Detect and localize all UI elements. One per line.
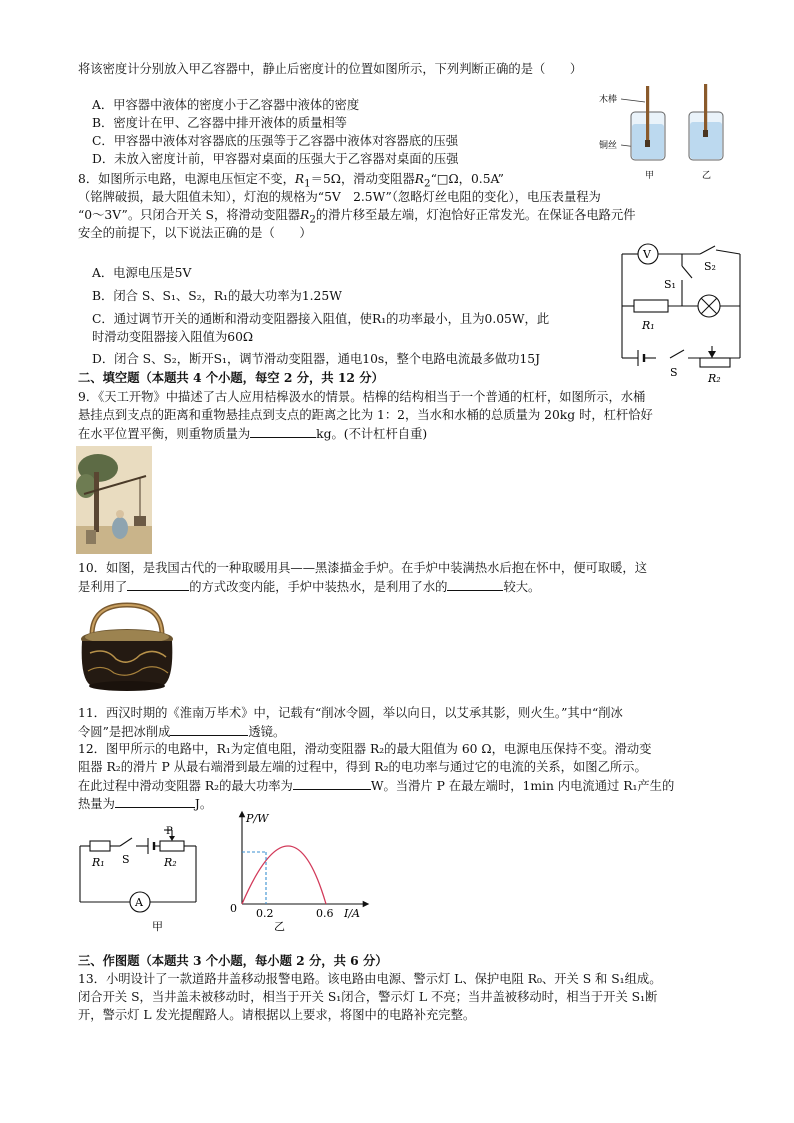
q7-option-c: C．甲容器中液体对容器底的压强等于乙容器中液体对容器底的压强 — [92, 134, 459, 148]
q8-line-2: （铭牌破损，最大阻值未知），灯泡的规格为“5V 2.5W”（忽略灯丝电阻的变化），电压表量程为 — [78, 190, 601, 204]
fig-label-yi: 乙 — [702, 171, 712, 181]
q8-fig-s: S — [670, 366, 678, 379]
density-meter-jia — [646, 86, 649, 146]
q12-line-2: 阻器 R₂的滑片 P 从最右端滑到最左端的过程中，得到 R₂的电功率与通过它的电流的关系，如图乙所示。 — [78, 760, 647, 774]
q8-circuit-diagram — [612, 236, 752, 386]
q12-line-4: 热量为 J。 — [78, 794, 212, 813]
q7-option-d: D．未放入密度计前，甲容器对桌面的压强大于乙容器对桌面的压强 — [92, 152, 459, 166]
q8-line-3: “0～3V”。只闭合开关 S，将滑动变阻器$R_2$的滑片移至最左端，灯泡恰好正常发光。在保证各电路元件 — [78, 208, 636, 226]
q9-line-2: 悬挂点到支点的距离和重物悬挂点到支点的距离之比为 1：2，当水和水桶的总质量为 20kg 时，杠杆恰好 — [78, 408, 653, 422]
q8-fig-v: V — [643, 248, 651, 261]
q12-fig-yi: 乙 — [274, 920, 285, 933]
q8-option-c-2: 时滑动变阻器接入阻值为60Ω — [92, 330, 254, 344]
fig-label-wood: 木棒 — [599, 95, 618, 105]
q12-fig-pw: P/W — [246, 812, 269, 825]
fig-label-jia: 甲 — [645, 171, 655, 181]
q12-line-3: 在此过程中滑动变阻器 R₂的最大功率为 W。当滑片 P 在最左端时，1min 内电流通过 R₁产生的 — [78, 776, 674, 795]
resistor-r1-jia — [90, 841, 110, 851]
resistor-r1 — [634, 300, 668, 312]
density-meter-yi — [704, 84, 707, 136]
rheostat-r2-jia — [160, 841, 184, 851]
q12-fig-jia: 甲 — [152, 920, 163, 933]
q7-option-a: A．甲容器中液体的密度小于乙容器中液体的密度 — [92, 98, 360, 112]
q12-fig-x2: 0.6 — [316, 907, 334, 920]
rheostat-r2 — [700, 358, 730, 367]
q13-line-2: 闭合开关 S，当井盖未被移动时，相当于开关 S₁闭合，警示灯 L 不亮；当井盖被移动时，相当于开关 S₁断 — [78, 990, 658, 1004]
q10-line-2: 是利用了 的方式改变内能，手炉中装热水，是利用了水的 较大。 — [78, 577, 540, 596]
hand-warmer-photo — [76, 597, 178, 697]
q11-line-1: 11．西汉时期的《淮南万毕术》中，记载有“削冰令圆，举以向日，以艾承其影，则火生。”其中“削冰 — [78, 706, 623, 720]
q8-option-d: D．闭合 S、S₂，断开S₁，调节滑动变阻器，通电10s，整个电路电流最多做功15J — [92, 352, 541, 366]
q13-line-3: 开，警示灯 L 发光提醒路人。请根据以上要求，将图中的电路补充完整。 — [78, 1008, 476, 1022]
q8-fig-s2: S₂ — [704, 260, 716, 273]
q8-line-4: 安全的前提下，以下说法正确的是（ ） — [78, 226, 312, 240]
section-2-heading: 二、填空题（本题共 4 个小题，每空 2 分，共 12 分） — [78, 370, 384, 385]
q8-option-b: B．闭合 S、S₁、S₂，R₁的最大功率为1.25W — [92, 289, 342, 303]
q12-power-current-graph — [226, 808, 376, 934]
q12-fig-ia: I/A — [344, 907, 360, 920]
q12-fig-r1: R₁ — [92, 856, 105, 869]
q9-line-3: 在水平位置平衡，则重物质量为 kg。(不计杠杆自重) — [78, 424, 427, 443]
well-sweep-painting — [76, 446, 152, 554]
q10-line-1: 10．如图，是我国古代的一种取暖用具——黑漆描金手炉。在手炉中装满热水后抱在怀中，便可取暖，这 — [78, 561, 648, 575]
q12-fig-x1: 0.2 — [256, 907, 274, 920]
q8-option-a: A．电源电压是5V — [92, 266, 192, 280]
q8-option-c-1: C．通过调节开关的通断和滑动变阻器接入阻值，使R₁的功率最小，且为0.05W，此 — [92, 312, 550, 326]
q12-fig-origin: 0 — [230, 902, 237, 915]
fig-label-wire: 铜丝 — [599, 141, 618, 151]
q9-line-1: 9．《天工开物》中描述了古人应用桔槔汲水的情景。桔槔的结构相当于一个普通的杠杆，如图所示，水桶 — [78, 390, 646, 404]
q7-intro: 将该密度计分别放入甲乙容器中，静止后密度计的位置如图所示，下列判断正确的是（ ） — [78, 62, 583, 76]
q13-line-1: 13．小明设计了一款道路井盖移动报警电路。该电路由电源、警示灯 L、保护电阻 R₀、开关 S 和 S₁组成。 — [78, 972, 662, 986]
q12-circuit-jia — [72, 826, 212, 934]
density-meter-figure — [585, 82, 745, 184]
q8-fig-r2: R₂ — [708, 372, 721, 385]
q8-fig-r1: R₁ — [642, 319, 655, 332]
q12-fig-a: A — [135, 896, 143, 909]
power-curve — [242, 846, 326, 904]
q8-fig-s1: S₁ — [664, 278, 676, 291]
q11-line-2: 令圆”是把冰削成 透镜。 — [78, 722, 285, 741]
q12-fig-s: S — [122, 853, 130, 866]
q12-fig-p: P — [166, 826, 173, 837]
q7-option-b: B．密度计在甲、乙容器中排开液体的质量相等 — [92, 116, 347, 130]
q12-line-1: 12．图甲所示的电路中，R₁为定值电阻，滑动变阻器 R₂的最大阻值为 60 Ω，电源电压保持不变。滑动变 — [78, 742, 652, 756]
q12-fig-r2: R₂ — [164, 856, 177, 869]
q8-line-1: 8．如图所示电路，电源电压恒定不变，$R_1=5\Omega$，滑动变阻器$R_2“□\Omega$，0.5A” — [78, 172, 504, 190]
section-3-heading: 三、作图题（本题共 3 个小题，每小题 2 分，共 6 分） — [78, 953, 388, 968]
